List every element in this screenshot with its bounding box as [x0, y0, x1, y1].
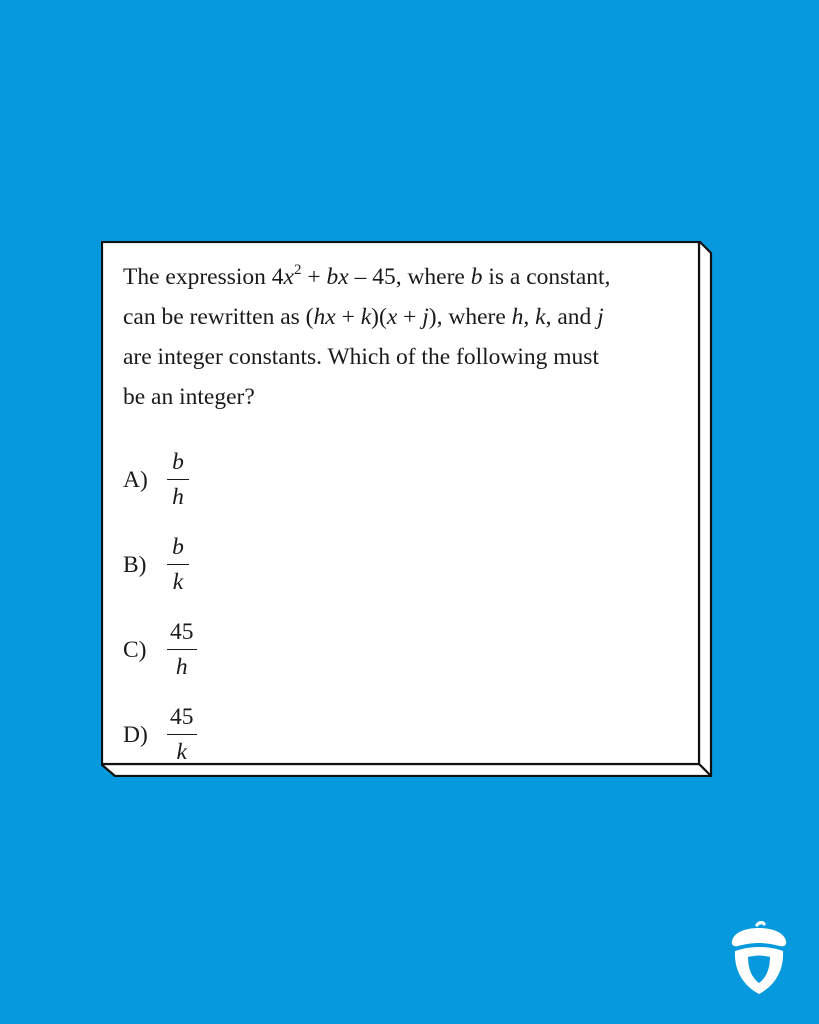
choice-letter: C) [123, 636, 147, 663]
choice-b[interactable] [123, 522, 693, 607]
fraction-numerator: b [172, 449, 184, 475]
stem-variable: x [283, 264, 294, 290]
stem-line-1 [123, 257, 693, 297]
fraction-denominator: h [175, 654, 188, 680]
fraction-denominator: k [176, 739, 187, 765]
choice-fraction [167, 617, 197, 682]
acorn-icon [726, 921, 792, 997]
fraction-numerator: 45 [170, 704, 194, 730]
fraction-numerator: 45 [170, 619, 194, 645]
card-side-bevel [699, 241, 711, 776]
stem-text: )( [371, 304, 387, 330]
stem-line-2 [123, 297, 693, 337]
stem-variable: hx [313, 304, 336, 330]
stem-variable: j [597, 304, 604, 330]
question-card [101, 241, 713, 777]
stem-text: , [523, 304, 536, 330]
stem-variable: b [470, 264, 483, 290]
card-content [123, 257, 693, 777]
stem-line-4: be an integer? [123, 384, 255, 410]
stem-variable: x [386, 304, 398, 330]
fraction-denominator: k [172, 569, 184, 595]
answer-choices [123, 437, 693, 777]
stem-text: ), where [428, 304, 512, 330]
stem-text: + [301, 264, 327, 290]
stem-text: – 45, where [348, 264, 471, 290]
stem-variable: k [360, 304, 372, 330]
choice-fraction [167, 447, 189, 512]
choice-fraction [167, 702, 197, 767]
choice-c[interactable] [123, 607, 693, 692]
fraction-bar [167, 649, 197, 650]
stem-variable: j [422, 304, 429, 330]
stem-line-3: are integer constants. Which of the following must [123, 344, 599, 370]
fraction-bar [167, 479, 189, 480]
stem-text: The expression 4 [123, 264, 284, 290]
question-stem [123, 257, 693, 417]
fraction-numerator: b [172, 534, 184, 560]
fraction-bar [167, 564, 189, 565]
stem-variable: bx [326, 264, 349, 290]
stem-text: + [335, 304, 361, 330]
stem-text: can be rewritten as ( [123, 304, 314, 330]
stem-text: is a constant, [482, 264, 611, 290]
choice-letter: A) [123, 466, 148, 493]
choice-fraction [167, 532, 189, 597]
stem-exponent: 2 [293, 262, 302, 278]
fraction-bar [167, 734, 197, 735]
stem-variable: h [511, 304, 524, 330]
choice-a[interactable] [123, 437, 693, 522]
choice-d[interactable] [123, 692, 693, 777]
fraction-denominator: h [172, 484, 184, 510]
choice-letter: B) [123, 551, 147, 578]
stem-text: , and [545, 304, 598, 330]
stem-variable: k [535, 304, 546, 330]
choice-letter: D) [123, 721, 148, 748]
stem-text: + [397, 304, 423, 330]
